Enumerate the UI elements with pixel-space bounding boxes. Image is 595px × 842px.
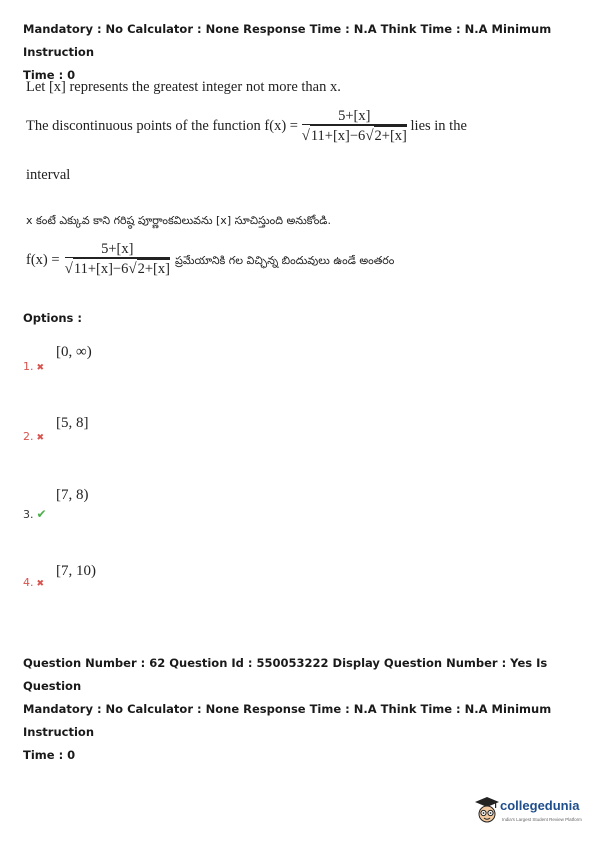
meta-line-1: Question Number : 62 Question Id : 550053222 Display Question Number : Yes Is Question — [23, 656, 548, 693]
fx-label: f(x) = — [264, 117, 298, 134]
option-number: 2. — [23, 430, 34, 443]
sqrt-icon: √ — [365, 128, 374, 144]
function-fraction — [302, 108, 407, 145]
question-prefix: The discontinuous points of the function — [26, 117, 261, 134]
sqrt-icon: √ — [301, 128, 310, 144]
meta-line-1: Mandatory : No Calculator : None Response Time : N.A Think Time : N.A Minimum Instruction — [23, 22, 552, 59]
cross-icon: ✖ — [36, 579, 45, 589]
outer-radicand — [310, 125, 407, 145]
next-question-meta — [23, 652, 583, 767]
question-english-line-1: Let [x] represents the greatest integer not more than x. — [26, 79, 341, 95]
meta-line-3: Time : 0 — [23, 748, 76, 762]
telugu-suffix: ప్రమేయానికి గల విచ్ఛిన్న బిందువులు ఉండే అంతరం — [175, 254, 395, 267]
option-1-value: [0, ∞) — [56, 344, 92, 360]
question-suffix: lies in the — [410, 117, 467, 134]
question-telugu-line-1: x కంటే ఎక్కువ కాని గరిష్ఠ పూర్ణాంకవిలువను [x] సూచిస్తుంది అనుకోండి. — [26, 214, 331, 227]
question-english-line-2 — [26, 108, 467, 145]
telugu-radicand-a: 11+[x]−6 — [73, 261, 129, 277]
cross-icon: ✖ — [36, 433, 45, 443]
cross-icon: ✖ — [36, 363, 45, 373]
telugu-fraction-numerator: 5+[x] — [65, 241, 170, 258]
option-number: 1. — [23, 360, 34, 373]
option-4-number — [23, 576, 44, 589]
fraction-numerator: 5+[x] — [302, 108, 407, 125]
question-english-line-3: interval — [26, 167, 71, 183]
collegedunia-logo — [474, 796, 586, 836]
fraction-denominator — [302, 125, 407, 145]
radicand-a: 11+[x]−6 — [310, 128, 366, 144]
sqrt-icon: √ — [64, 261, 73, 277]
telugu-inner-radicand: 2+[x] — [137, 261, 170, 277]
telugu-outer-radicand — [73, 258, 170, 278]
checkmark-icon: ✔ — [36, 507, 47, 521]
option-4-value: [7, 10) — [56, 563, 96, 579]
option-3-number — [23, 507, 47, 521]
option-3-value: [7, 8) — [56, 487, 89, 503]
option-number: 3. — [23, 508, 34, 521]
options-heading: Options : — [23, 311, 82, 325]
telugu-fx-label: f(x) = — [26, 252, 60, 268]
graduate-mascot-icon — [474, 796, 500, 826]
sqrt-icon: √ — [128, 261, 137, 277]
question-meta-header — [23, 18, 583, 87]
option-2-number — [23, 430, 44, 443]
meta-line-2: Mandatory : No Calculator : None Response Time : N.A Think Time : N.A Minimum Instruction — [23, 702, 552, 739]
option-number: 4. — [23, 576, 34, 589]
question-telugu-line-2 — [26, 241, 394, 278]
logo-name: collegedunia — [500, 798, 580, 813]
logo-tagline: India's Largest Student Review Platform — [502, 817, 582, 822]
option-1-number — [23, 360, 44, 373]
meta-line-2: Time : 0 — [23, 68, 76, 82]
telugu-fraction-denominator — [65, 258, 170, 278]
inner-radicand: 2+[x] — [374, 128, 407, 144]
option-2-value: [5, 8] — [56, 415, 89, 431]
telugu-function-fraction — [65, 241, 170, 278]
